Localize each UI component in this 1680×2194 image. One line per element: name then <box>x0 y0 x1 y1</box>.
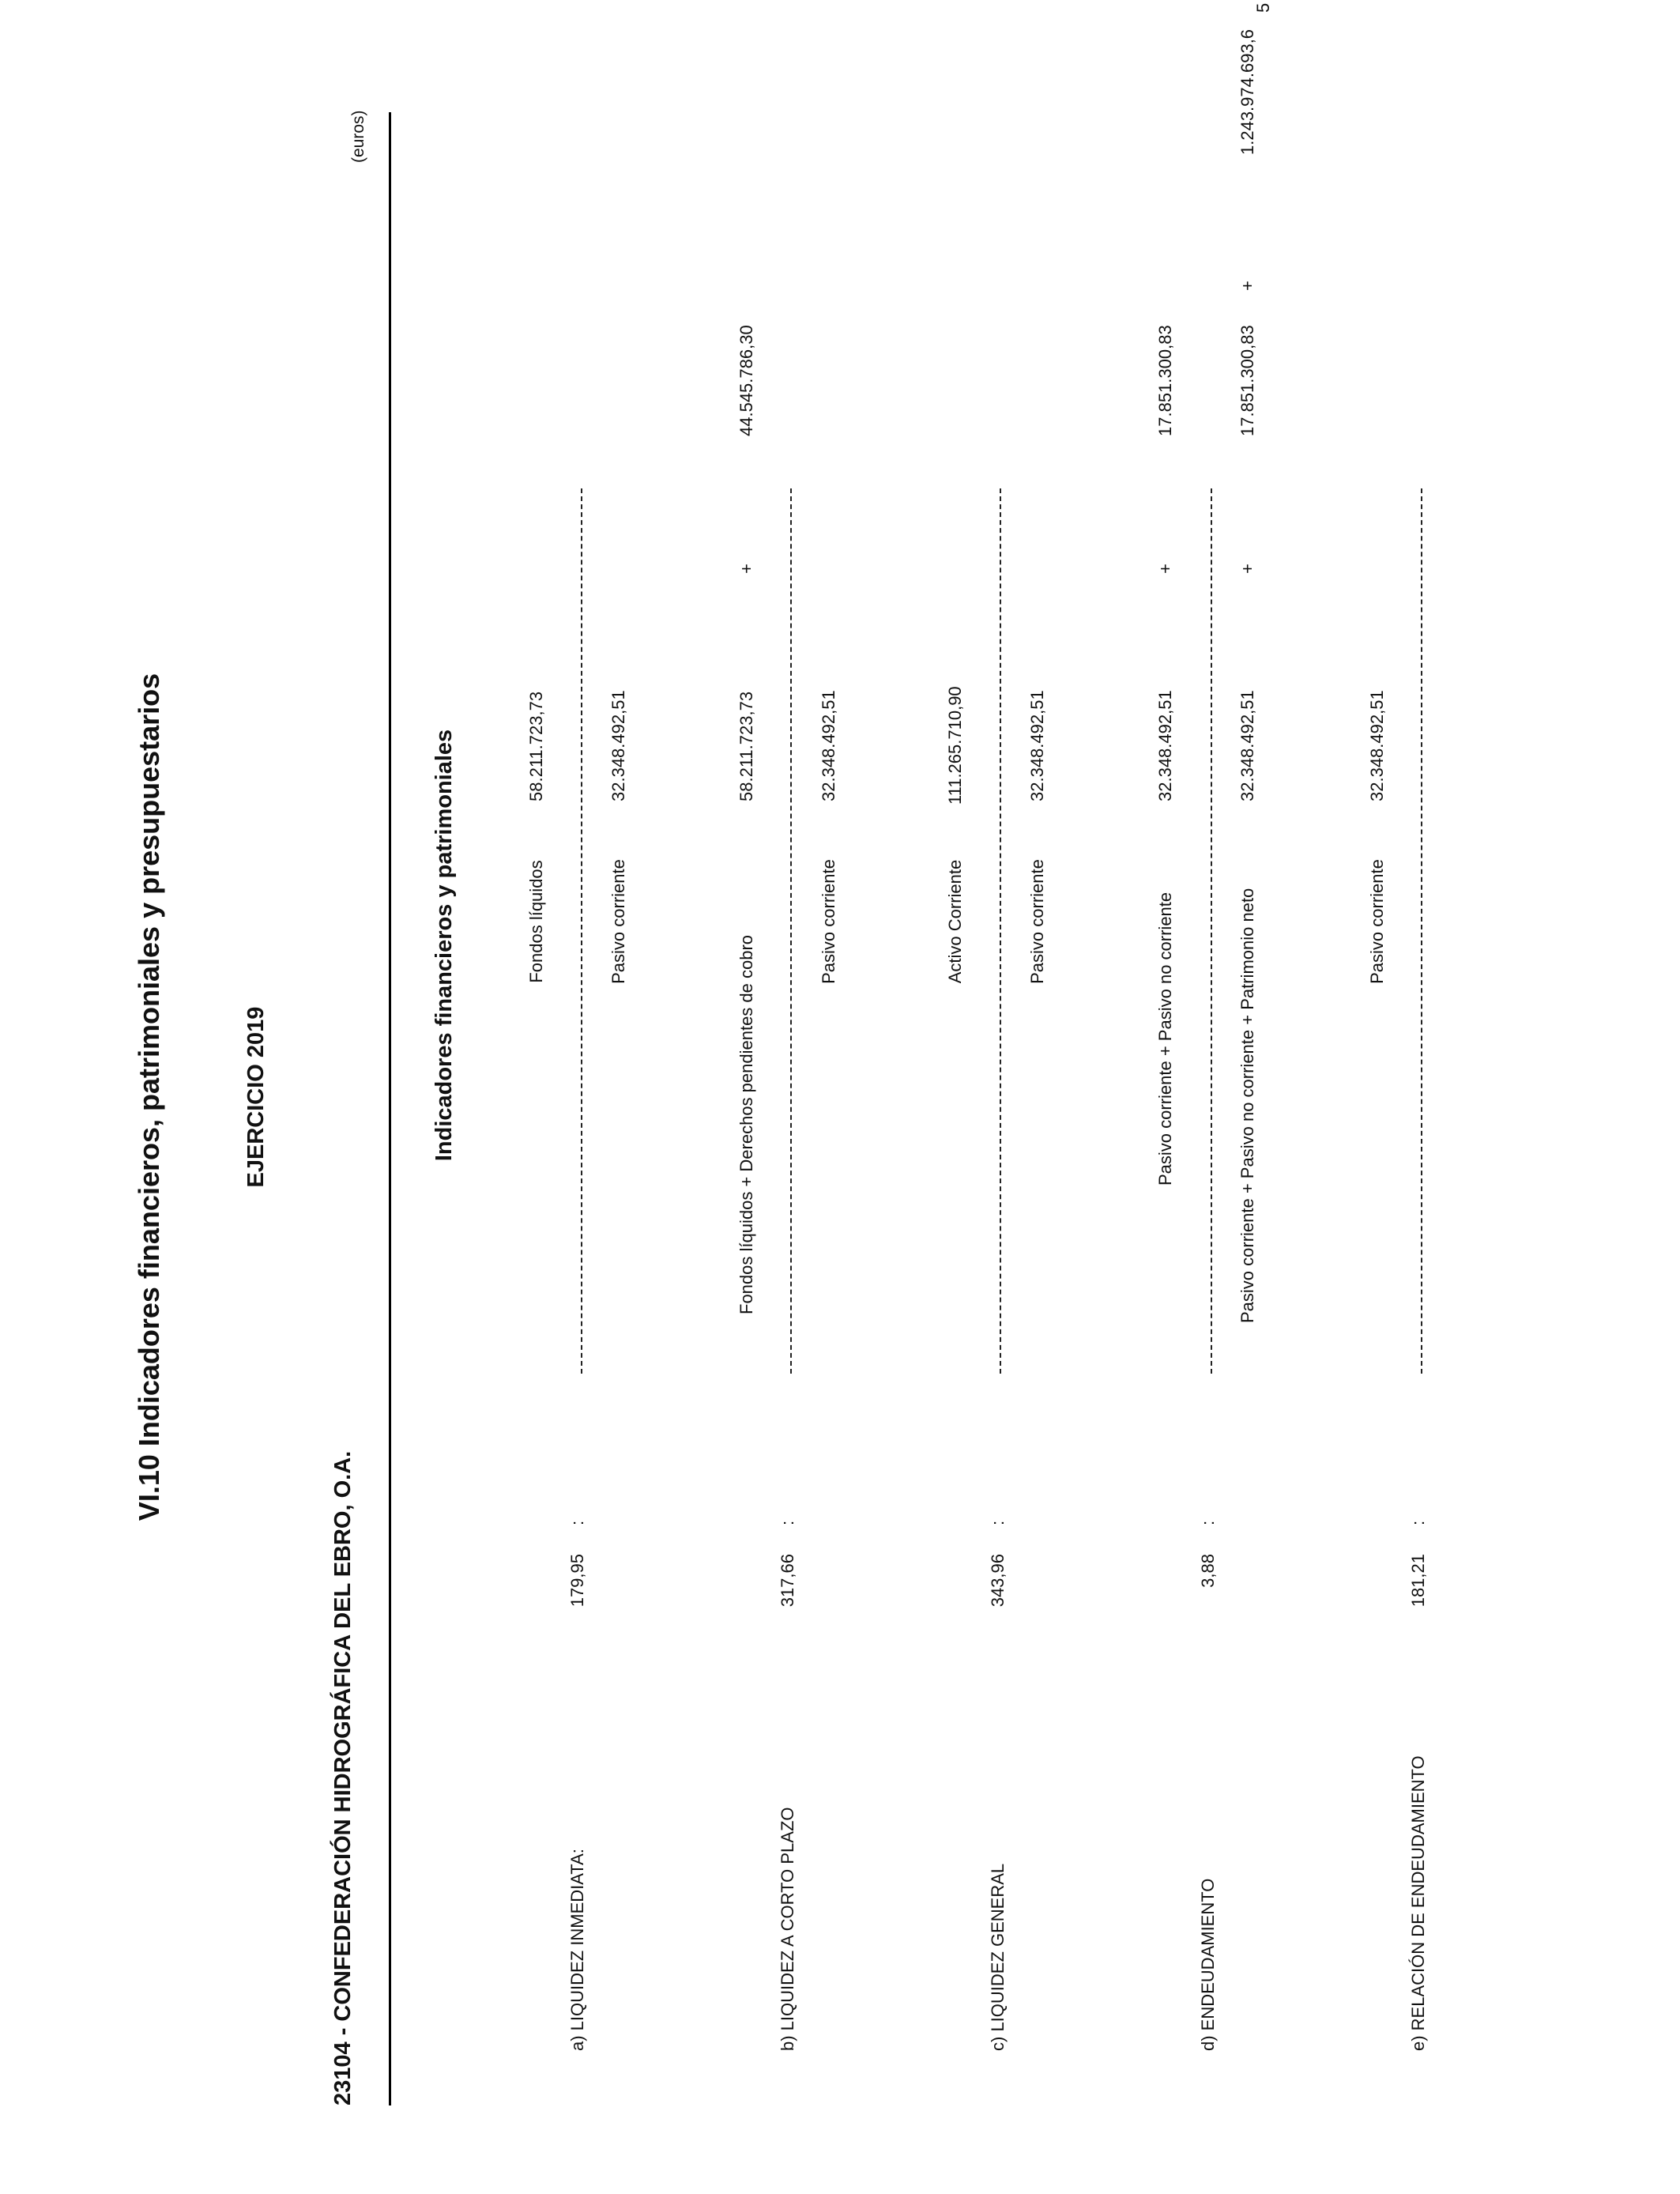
denominator-text: Pasivo corriente <box>608 859 628 984</box>
denominator-text: Pasivo corriente <box>1027 859 1047 984</box>
plus-sign: + <box>1155 564 1175 574</box>
indicator-value: 317,66 <box>778 1554 797 1608</box>
denominator-amount: 17.851.300,83 <box>1237 325 1257 436</box>
plus-sign: + <box>1237 281 1257 291</box>
numerator-text: Fondos líquidos <box>526 860 546 983</box>
numerator-amount: 44.545.786,30 <box>736 325 756 436</box>
numerator-text: Pasivo corriente + Pasivo no corriente <box>1155 892 1175 1186</box>
indicator-colon: : <box>1408 1520 1428 1525</box>
denominator-amount: 1.243.974.693,6 <box>1237 28 1257 155</box>
numerator-text: Fondos líquidos + Derechos pendientes de cobro <box>736 934 756 1314</box>
plus-sign: + <box>1237 564 1257 574</box>
numerator-amount: 58.211.723,73 <box>736 691 756 801</box>
numerator-amount: 58.211.723,73 <box>526 691 546 801</box>
denominator-text: Pasivo corriente <box>1367 859 1387 984</box>
indicator-value: 343,96 <box>988 1554 1008 1608</box>
header-rule <box>389 112 391 2105</box>
numerator-amount: 32.348.492,51 <box>1155 690 1175 801</box>
indicator-value: 181,21 <box>1408 1554 1428 1608</box>
denominator-text: Pasivo corriente + Pasivo no corriente + Patrimonio neto <box>1237 888 1257 1323</box>
indicator-label: e) RELACIÓN DE ENDEUDAMIENTO <box>1408 1755 1428 2051</box>
fraction-line <box>581 488 582 1374</box>
indicator-colon: : <box>988 1520 1008 1525</box>
fraction-line <box>790 488 792 1374</box>
indicator-label: c) LIQUIDEZ GENERAL <box>988 1863 1008 2051</box>
entity-title: 23104 - CONFEDERACIÓN HIDROGRÁFICA DEL EBRO, O.A. <box>330 1450 356 2105</box>
numerator-text: Activo Corriente <box>945 859 965 984</box>
indicator-value: 3,88 <box>1198 1554 1218 1588</box>
denominator-text: Pasivo corriente <box>819 859 838 984</box>
fraction-line <box>1421 488 1422 1374</box>
numerator-amount: 17.851.300,83 <box>1155 325 1175 436</box>
main-title: VI.10 Indicadores financieros, patrimoniales y presupuestarios <box>133 673 165 1521</box>
indicator-colon: : <box>778 1520 797 1525</box>
plus-sign: + <box>736 564 756 574</box>
numerator-amount: 111.265.710,90 <box>945 686 965 805</box>
indicator-colon: : <box>567 1520 587 1525</box>
indicator-label: a) LIQUIDEZ INMEDIATA: <box>567 1849 587 2051</box>
denominator-amount: 32.348.492,51 <box>1367 690 1387 801</box>
indicator-label: d) ENDEUDAMIENTO <box>1198 1878 1218 2051</box>
denominator-amount: 32.348.492,51 <box>1237 690 1257 801</box>
denominator-amount-wrap: 5 <box>1253 2 1273 13</box>
indicator-label: b) LIQUIDEZ A CORTO PLAZO <box>778 1807 797 2051</box>
fraction-line <box>1211 488 1212 1374</box>
denominator-amount: 32.348.492,51 <box>1027 690 1047 801</box>
denominator-amount: 32.348.492,51 <box>608 690 628 801</box>
exercise-title: EJERCICIO 2019 <box>243 1006 269 1188</box>
denominator-amount: 32.348.492,51 <box>819 690 838 801</box>
currency-note: (euros) <box>349 110 367 163</box>
indicator-value: 179,95 <box>567 1554 587 1608</box>
indicator-colon: : <box>1198 1520 1218 1525</box>
section-title: Indicadores financieros y patrimoniales <box>431 729 457 1162</box>
fraction-line <box>1000 488 1001 1374</box>
